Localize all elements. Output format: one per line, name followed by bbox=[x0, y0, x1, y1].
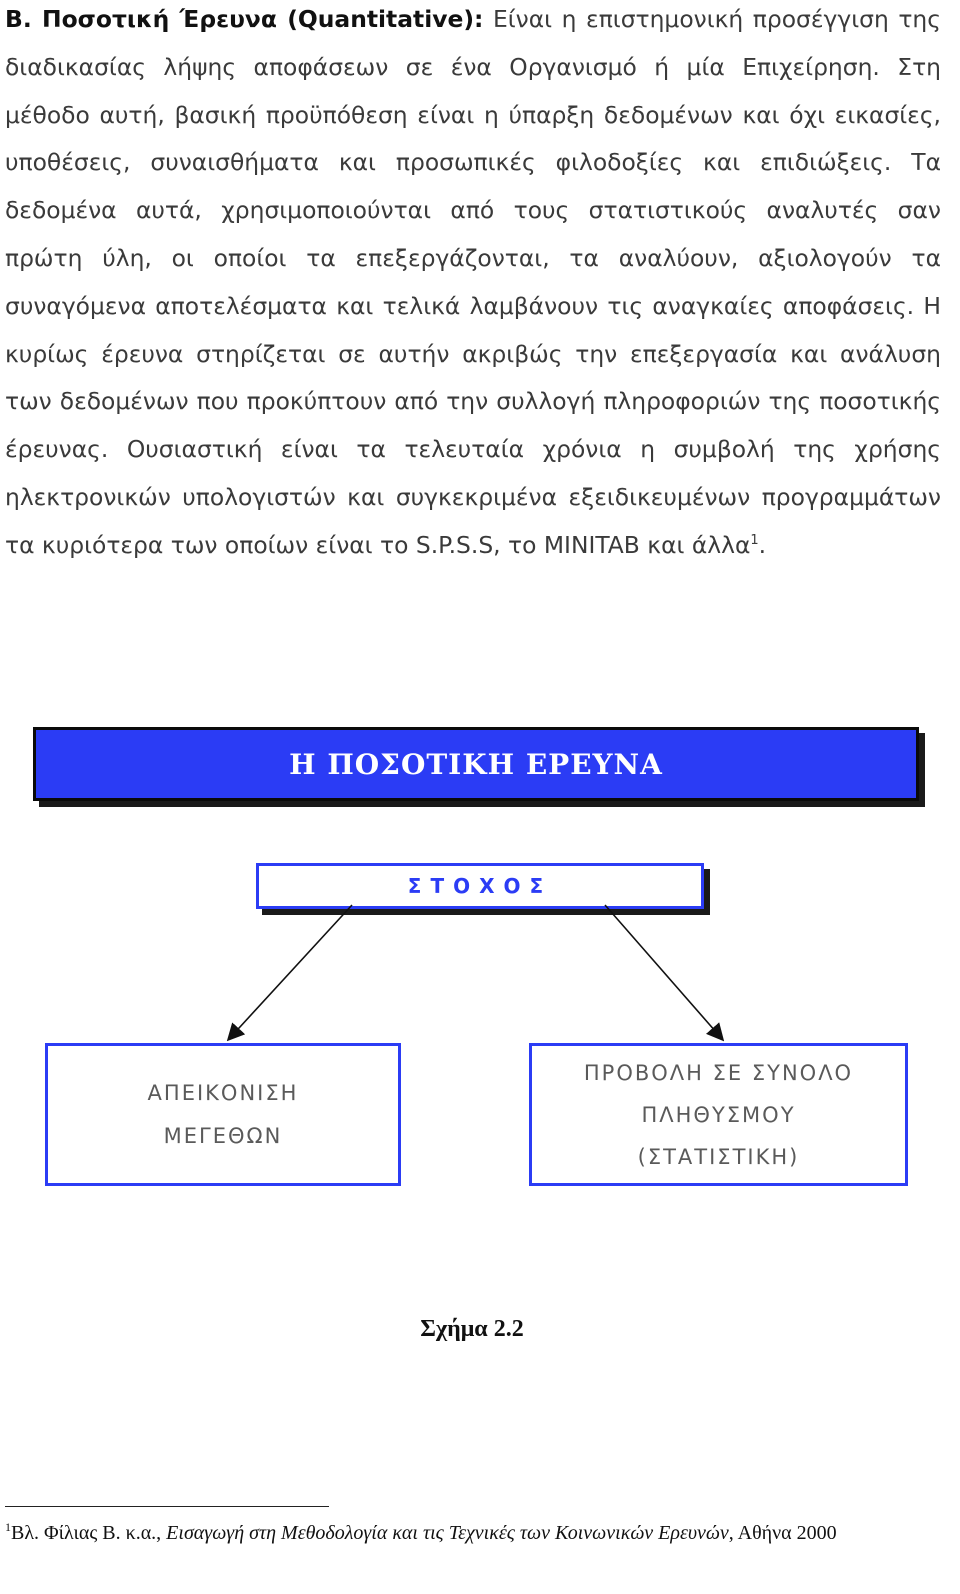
section-heading: Β. Ποσοτική Έρευνα (Quantitative): bbox=[5, 5, 484, 33]
arrow-left bbox=[228, 905, 352, 1040]
box-population-projection bbox=[529, 1043, 908, 1186]
footnote-reference[interactable]: 1 bbox=[750, 532, 759, 548]
footnote-title: Εισαγωγή στη Μεθοδολογία και τις Τεχνικές των Κοινωνικών Ερευνών bbox=[166, 1522, 729, 1544]
section-text bbox=[5, 0, 941, 570]
goal-box bbox=[256, 863, 704, 909]
section-paragraph: Είναι η επιστημονική προσέγγιση της διαδικασίας λήψης αποφάσεων σε ένα Οργανισμό ή μία Επιχείρηση. Στη μέθοδο αυτή, βασική προϋπόθεση είναι η ύπαρξη δεδομένων και όχι εικασίες, υποθέσεις, συναισθήματα και προσωπικές φιλοδοξίες και επιδιώξεις. Τα δεδομένα αυτά, χρησιμοποιούνται από τους στατιστικούς αναλυτές σαν πρώτη ύλη, οι οποίοι τα επεξεργάζονται, τα αναλύουν, αξιολογούν τα συναγόμενα αποτελέσματα και τελικά λαμβάνουν τις αναγκαίες αποφάσεις. Η κυρίως έρευνα στηρίζεται σε αυτήν ακριβώς την επεξεργασία και ανάλυση των δεδομένων που προκύπτουν από την συλλογή πληροφοριών της ποσοτικής έρευνας. Ουσιαστική είναι τα τελευταία χρόνια η συμβολή της χρήσης ηλεκτρονικών υπολογιστών και συγκεκριμένα εξειδικευμένων προγραμμάτων τα κυριότερα των οποίων είναι το S.P.S.S, το MINITAB και άλλα bbox=[5, 5, 941, 559]
box-left-line2: ΜΕΓΕΘΩΝ bbox=[163, 1123, 283, 1148]
box-left-line1: ΑΠΕΙΚΟΝΙΣΗ bbox=[147, 1080, 299, 1105]
goal-label: ΣΤΟΧΟΣ bbox=[407, 874, 553, 898]
box-right-line1: ΠΡΟΒΟΛΗ ΣΕ ΣΥΝΟΛΟ bbox=[583, 1060, 854, 1085]
footnote-divider bbox=[5, 1506, 329, 1507]
footnote-place-year: , Αθήνα 2000 bbox=[728, 1522, 837, 1544]
box-depiction-of-magnitudes bbox=[45, 1043, 401, 1186]
footnote-author: Βλ. Φίλιας Β. κ.α., bbox=[11, 1522, 162, 1544]
figure-caption: Σχήμα 2.2 bbox=[420, 1316, 524, 1342]
footnote bbox=[5, 1520, 925, 1546]
footnote-number: 1 bbox=[5, 1520, 11, 1534]
paragraph-end: . bbox=[758, 530, 767, 559]
box-right-line2: ΠΛΗΘΥΣΜΟΥ bbox=[641, 1102, 796, 1127]
diagram-title-text: Η ΠΟΣΟΤΙΚΗ ΕΡΕΥΝΑ bbox=[289, 747, 663, 781]
arrow-right bbox=[605, 905, 723, 1040]
diagram-title-banner bbox=[33, 727, 919, 801]
box-right-line3: (ΣΤΑΤΙΣΤΙΚΗ) bbox=[637, 1144, 800, 1169]
